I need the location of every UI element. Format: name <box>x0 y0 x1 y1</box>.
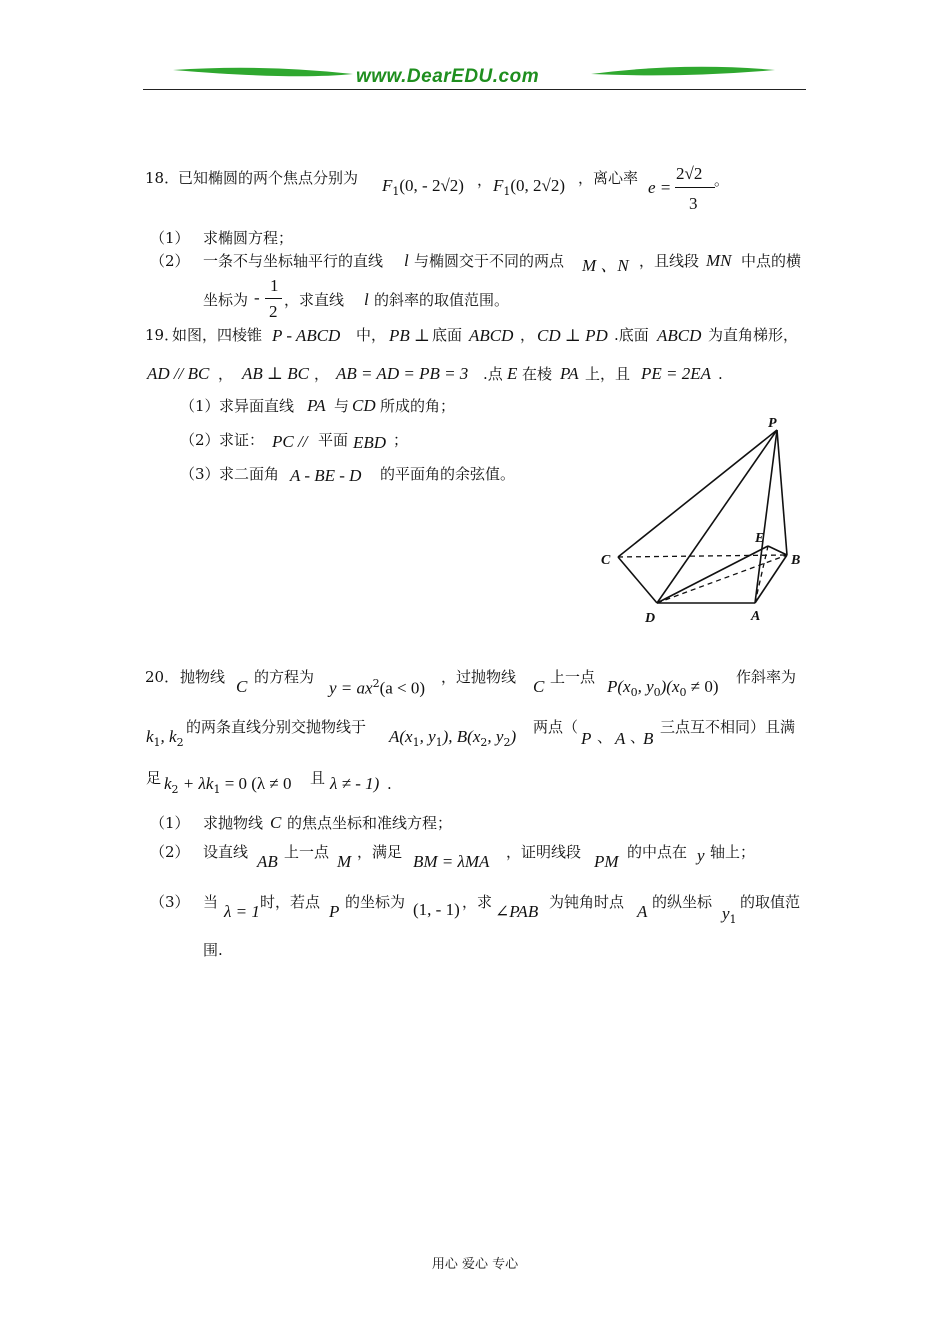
q19-period: . <box>718 365 723 383</box>
q18-end: 。 <box>714 171 730 189</box>
q18-half-num: 1 <box>270 276 279 295</box>
q18-half-den: 2 <box>269 302 278 321</box>
q20-l2-d: 、 <box>630 728 646 746</box>
q20-l3-a: 足 <box>146 769 162 787</box>
label-B: B <box>791 553 801 568</box>
q20-P0: $P(x_0$, $y_0)(x_0 \ne 0)$ <box>607 677 719 700</box>
q20-s3-num: （3） <box>150 893 190 911</box>
q18-l: l <box>404 251 409 270</box>
q20-s3-h: 围. <box>203 941 223 959</box>
q19-s1-pa: PA <box>307 396 326 415</box>
q19-s2-num: （2） <box>180 431 220 449</box>
q19-pb-perp: PB ⊥ <box>389 326 431 345</box>
q18-mn: M 、N <box>582 256 629 275</box>
q19-s2-b: 平面 <box>318 431 349 449</box>
q18-half-bar <box>265 298 282 299</box>
edge-EB <box>768 546 787 555</box>
q20-s2-a: 设直线 <box>203 843 249 861</box>
footer-text: 用心 爱心 专心 <box>431 1257 519 1272</box>
q19-s3-abed: A - BE - D <box>290 466 362 485</box>
q19-s3-num: （3） <box>180 465 220 483</box>
q18-part2-d: 中点的横 <box>741 252 802 270</box>
q20-s3-c: 的坐标为 <box>345 893 406 911</box>
q20-l1-d: 上一点 <box>550 668 596 686</box>
q20-s3-lambda: λ = 1 <box>224 902 260 921</box>
q19-s1-num: （1） <box>180 397 220 415</box>
q20-l1-c: ，过抛物线 <box>441 668 517 686</box>
q19-s2-a: 求证： <box>219 431 265 449</box>
q19-and: 上，且 <box>585 365 631 383</box>
q20-s2-num: （2） <box>150 843 190 861</box>
q19-s3-b: 的平面角的余弦值。 <box>380 465 516 483</box>
q19-line1-b: 中， <box>356 326 387 344</box>
q20-s3-f: 的纵坐标 <box>652 893 713 911</box>
edge-CD <box>618 557 657 603</box>
q20-s3-pt: (1, - 1) <box>413 900 460 919</box>
q19-sep2: ， <box>314 365 330 383</box>
q20-k1k2: $k_1$, $k_2$ <box>146 727 184 750</box>
pyramid-figure <box>595 410 810 630</box>
q20-s2-y: y <box>697 846 705 865</box>
edge-PB <box>777 430 787 555</box>
label-D: D <box>645 611 656 626</box>
q19-abcd1: ABCD <box>469 326 514 345</box>
q20-s3-P: P <box>329 902 340 921</box>
q19-sep1: ， <box>218 365 234 383</box>
q20-l3-c: . <box>387 775 392 793</box>
q19-s2-pc: PC // <box>272 432 308 451</box>
q20-l1-e: 作斜率为 <box>736 668 797 686</box>
q20-s3-a: 当 <box>203 893 219 911</box>
q18-part2-g: 的斜率的取值范围。 <box>374 291 510 309</box>
q20-s2-bm: BM = λMA <box>413 852 490 871</box>
label-E: E <box>755 531 765 546</box>
q19-ad-bc: AD // BC <box>147 364 210 383</box>
q19-s1-b: 与 <box>334 397 350 415</box>
q18-e-den: 3 <box>689 194 698 213</box>
q18-part1: 求椭圆方程； <box>203 229 294 247</box>
q18-number: 18． <box>145 169 180 187</box>
q20-s2-PM: PM <box>594 852 619 871</box>
q19-line1-c: 底面 <box>432 326 463 344</box>
q20-s2-f: 轴上； <box>710 843 756 861</box>
q19-line1-e: .底面 <box>614 326 649 344</box>
q18-ecc-label: ，离心率 <box>578 169 639 187</box>
q18-MN: MN <box>706 251 732 270</box>
q20-l2-e: 三点互不相同）且满 <box>660 718 796 736</box>
q18-sep: ， <box>477 171 493 189</box>
q20-s1-a: 求抛物线 <box>203 814 264 832</box>
q19-s3-a: 求二面角 <box>219 465 280 483</box>
q20-s3-y1: $y_1$ <box>722 904 737 927</box>
q19-s1-cd: CD <box>352 396 376 415</box>
site-logo[interactable]: www.DearEDU.com <box>356 66 540 87</box>
q20-s2-M: M <box>337 852 352 871</box>
q19-on-edge: 在棱 <box>522 365 553 383</box>
q18-part1-num: （1） <box>150 229 190 247</box>
q20-l2-b: 两点（ <box>533 718 579 736</box>
q20-condition: $k_2 + \lambda k_1 = 0$ (λ ≠ 0 <box>164 774 292 797</box>
q18-focus2: $F_1(0$, 2√2) <box>493 176 566 199</box>
q20-l2-a: 的两条直线分别交抛物线于 <box>186 718 367 736</box>
q20-C2: C <box>533 677 545 696</box>
q20-AB-points: $A(x_1$, $y_1$), $B(x_2$, $y_2$) <box>389 727 517 750</box>
q20-s3-angle: ∠PAB <box>495 902 539 921</box>
q20-s1-b: 的焦点坐标和准线方程； <box>287 814 453 832</box>
q20-l2-A: A <box>615 729 626 748</box>
q18-focus1: $F_1(0$, - 2√2) <box>382 176 464 199</box>
q20-condition2: λ ≠ - 1) <box>330 774 380 793</box>
q20-s3-d: ，求 <box>462 893 493 911</box>
q18-part2-num: （2） <box>150 252 190 270</box>
q19-s1-c: 所成的角； <box>380 397 456 415</box>
q20-s2-d: ，证明线段 <box>506 843 582 861</box>
q19-PA: PA <box>560 364 579 383</box>
q19-line1-d: ， <box>520 326 536 344</box>
q19-pe: PE = 2EA <box>641 364 712 383</box>
q19-abcd2: ABCD <box>657 326 702 345</box>
q20-s2-b: 上一点 <box>284 843 330 861</box>
q19-s2-ebd: EBD <box>353 433 387 452</box>
q20-l3-b: 且 <box>310 769 326 787</box>
q20-equation: $y = ax^2(a < 0)$ <box>329 677 426 698</box>
q20-s1-C: C <box>270 813 282 832</box>
q20-l2-P: P <box>581 729 592 748</box>
label-C: C <box>601 553 611 568</box>
q19-s2-c: ； <box>393 431 409 449</box>
q18-part2-b: 与椭圆交于不同的两点 <box>414 252 565 270</box>
q20-s3-e: 为钝角时点 <box>549 893 625 911</box>
header-rule <box>143 89 806 90</box>
q18-e-fracbar <box>675 187 715 188</box>
q19-number: 19． <box>145 326 180 344</box>
q19-E: E <box>507 364 518 383</box>
q20-s2-c: ，满足 <box>357 843 403 861</box>
q20-s2-e: 的中点在 <box>627 843 688 861</box>
q18-half-sign: - <box>254 288 260 307</box>
q20-l2-B: B <box>643 729 654 748</box>
q18-part2-f: ，求直线 <box>284 291 345 309</box>
q19-line1-a: 如图，四棱锥 <box>172 326 263 344</box>
q18-e-num: 2√2 <box>676 164 703 183</box>
q19-line1-f: 为直角梯形， <box>708 326 799 344</box>
q18-part2-a: 一条不与坐标轴平行的直线 <box>203 252 384 270</box>
q20-s2-AB: AB <box>257 852 278 871</box>
q20-l1-a: 抛物线 <box>180 668 226 686</box>
q19-dot: .点 <box>483 365 503 383</box>
q18-stem: 已知椭圆的两个焦点分别为 <box>178 169 359 187</box>
q19-ab-bc: AB ⊥ BC <box>242 364 309 383</box>
q19-s1-a: 求异面直线 <box>219 397 295 415</box>
q20-s3-b: 时，若点 <box>260 893 321 911</box>
q18-l2: l <box>364 290 369 309</box>
q18-part2-e: 坐标为 <box>203 291 249 309</box>
q20-s3-A: A <box>637 902 648 921</box>
q20-l2-c: 、 <box>597 728 613 746</box>
q20-number: 20． <box>145 668 180 686</box>
edge-DB-hidden <box>657 555 787 603</box>
label-P: P <box>768 416 777 431</box>
q20-C: C <box>236 677 248 696</box>
q19-pabcd: P - ABCD <box>272 326 341 345</box>
edge-PC <box>618 430 777 557</box>
label-A: A <box>751 609 761 624</box>
q20-l1-b: 的方程为 <box>254 668 315 686</box>
q18-e-lhs: e = <box>648 178 672 197</box>
q20-s1-num: （1） <box>150 814 190 832</box>
q20-s3-g: 的取值范 <box>740 893 801 911</box>
q19-lengths: AB = AD = PB = 3 <box>336 364 469 383</box>
q19-cd-perp: CD ⊥ PD <box>537 326 608 345</box>
q18-part2-c: ，且线段 <box>639 252 700 270</box>
edge-DE <box>657 546 768 603</box>
